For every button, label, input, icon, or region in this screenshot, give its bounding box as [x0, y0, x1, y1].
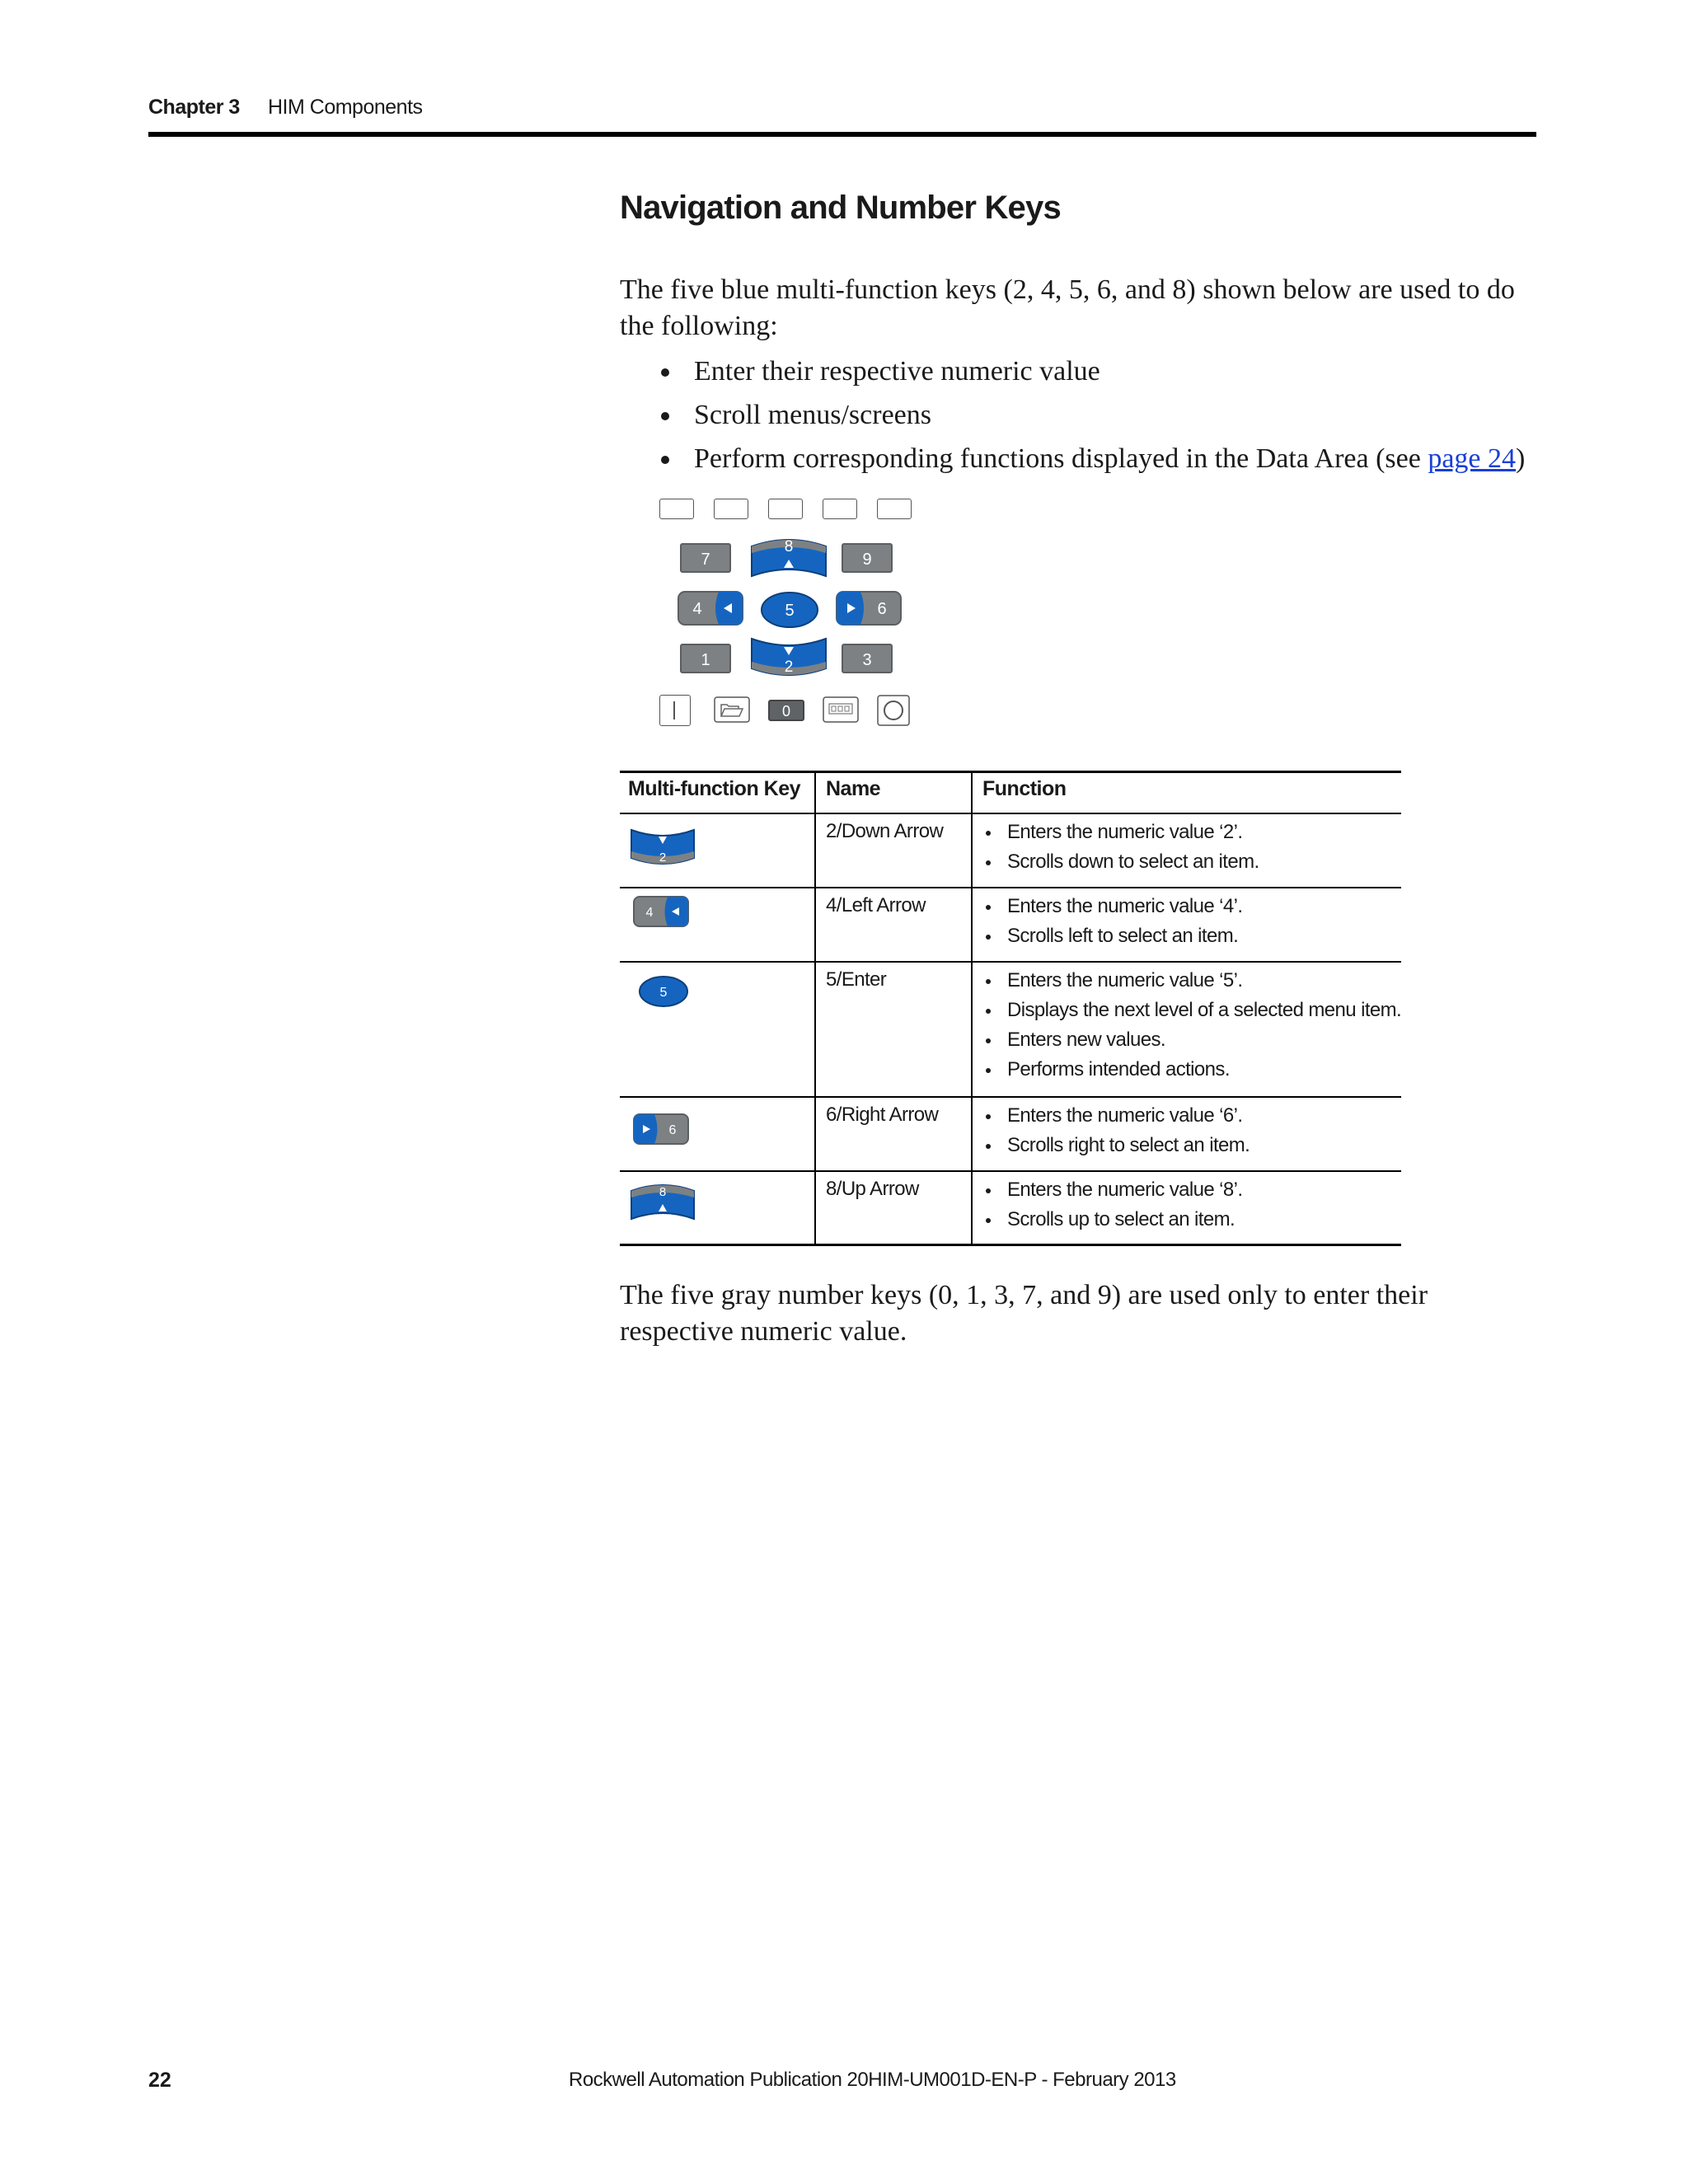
- function-item: Scrolls up to select an item.: [982, 1207, 1242, 1237]
- bullet-list: [659, 349, 1525, 480]
- key-4-left-icon: [633, 896, 689, 927]
- bullet-dot: [661, 456, 669, 464]
- function-item: Enters the numeric value ‘4’.: [982, 894, 1242, 924]
- bullet-item: Enter their respective numeric value: [659, 349, 1525, 393]
- row-functions: [982, 1104, 1250, 1163]
- table-row-rule: [620, 1096, 1401, 1098]
- key-5-enter-icon: [638, 975, 689, 1008]
- soft-key-4: [823, 499, 857, 519]
- function-item: Scrolls down to select an item.: [982, 850, 1259, 879]
- keypad-illustration: [659, 499, 931, 738]
- table-row-rule: [620, 961, 1401, 963]
- row-functions: [982, 820, 1259, 879]
- key-5-enter: [760, 591, 819, 629]
- function-item: Displays the next level of a selected menu item.: [982, 998, 1401, 1028]
- key-2-down: [750, 637, 828, 677]
- svg-text:5: 5: [659, 986, 668, 1000]
- table-col-divider: [971, 771, 973, 1245]
- key-1: 1: [680, 644, 731, 673]
- soft-key-1: [659, 499, 694, 519]
- bullet-item: Perform corresponding functions displayed in the Data Area (see page 24): [659, 437, 1525, 480]
- folder-key-icon: [714, 696, 750, 723]
- key-3: 3: [842, 644, 893, 673]
- function-item: Scrolls right to select an item.: [982, 1133, 1250, 1163]
- menu-key-icon: [823, 696, 859, 723]
- function-item: Enters the numeric value ‘5’.: [982, 968, 1401, 998]
- key-0: 0: [768, 700, 804, 721]
- function-item: Enters the numeric value ‘6’.: [982, 1104, 1250, 1133]
- stop-key-icon: [659, 695, 691, 726]
- row-name: 5/Enter: [826, 968, 887, 991]
- svg-text:8: 8: [784, 538, 794, 555]
- col-header-key: Multi-function Key: [628, 777, 801, 800]
- svg-text:4: 4: [645, 906, 654, 920]
- col-header-name: Name: [826, 777, 881, 800]
- soft-key-5: [877, 499, 912, 519]
- svg-text:2: 2: [784, 658, 794, 676]
- svg-text:5: 5: [785, 602, 795, 620]
- function-item: Performs intended actions.: [982, 1057, 1401, 1087]
- key-8-up: [750, 538, 828, 578]
- header-rule: [148, 132, 1536, 137]
- svg-text:8: 8: [659, 1185, 667, 1199]
- function-item: Enters the numeric value ‘8’.: [982, 1178, 1242, 1207]
- table-header-rule: [620, 813, 1401, 814]
- chapter-label: Chapter 3: [148, 96, 240, 119]
- key-6-right-icon: [633, 1113, 689, 1145]
- start-key-icon: [877, 695, 910, 726]
- intro-paragraph: The five blue multi-function keys (2, 4, 5, 6, and 8) shown below are used to do the following:: [620, 274, 1515, 341]
- col-header-function: Function: [982, 777, 1067, 800]
- key-7: 7: [680, 543, 731, 573]
- publication-info: Rockwell Automation Publication 20HIM-UM001D-EN-P - February 2013: [569, 2069, 1176, 2091]
- table-col-divider: [814, 771, 816, 1245]
- table-row-rule: [620, 887, 1401, 888]
- function-item: Enters new values.: [982, 1028, 1401, 1057]
- svg-text:4: 4: [692, 600, 702, 618]
- bullet-item: Scroll menus/screens: [659, 393, 1525, 437]
- row-name: 6/Right Arrow: [826, 1104, 939, 1126]
- row-name: 4/Left Arrow: [826, 894, 926, 916]
- key-8-up-icon: [630, 1184, 696, 1221]
- outro-paragraph: The five gray number keys (0, 1, 3, 7, and 9) are used only to enter their respective numeric value.: [620, 1280, 1428, 1347]
- soft-key-3: [768, 499, 803, 519]
- svg-text:6: 6: [668, 1123, 677, 1137]
- chapter-title: HIM Components: [268, 96, 423, 119]
- table-row-rule: [620, 1170, 1401, 1172]
- page-header: [148, 92, 1536, 138]
- svg-text:2: 2: [659, 851, 667, 865]
- key-2-down-icon: [630, 828, 696, 865]
- page-24-link[interactable]: page 24: [1428, 443, 1517, 474]
- table-bottom-rule: [620, 1244, 1401, 1246]
- key-4-left: [678, 591, 743, 626]
- bullet-dot: [661, 368, 669, 377]
- function-item: Scrolls left to select an item.: [982, 924, 1242, 954]
- bullet-dot: [661, 412, 669, 420]
- soft-key-2: [714, 499, 748, 519]
- function-item: Enters the numeric value ‘2’.: [982, 820, 1259, 850]
- row-functions: [982, 968, 1401, 1087]
- key-6-right: [836, 591, 902, 626]
- row-name: 8/Up Arrow: [826, 1178, 919, 1200]
- table-top-rule: [620, 771, 1401, 773]
- row-functions: [982, 1178, 1242, 1237]
- key-9: 9: [842, 543, 893, 573]
- section-title: Navigation and Number Keys: [620, 190, 1061, 226]
- page-number: 22: [148, 2069, 171, 2092]
- row-name: 2/Down Arrow: [826, 820, 944, 842]
- svg-text:6: 6: [877, 600, 887, 618]
- row-functions: [982, 894, 1242, 954]
